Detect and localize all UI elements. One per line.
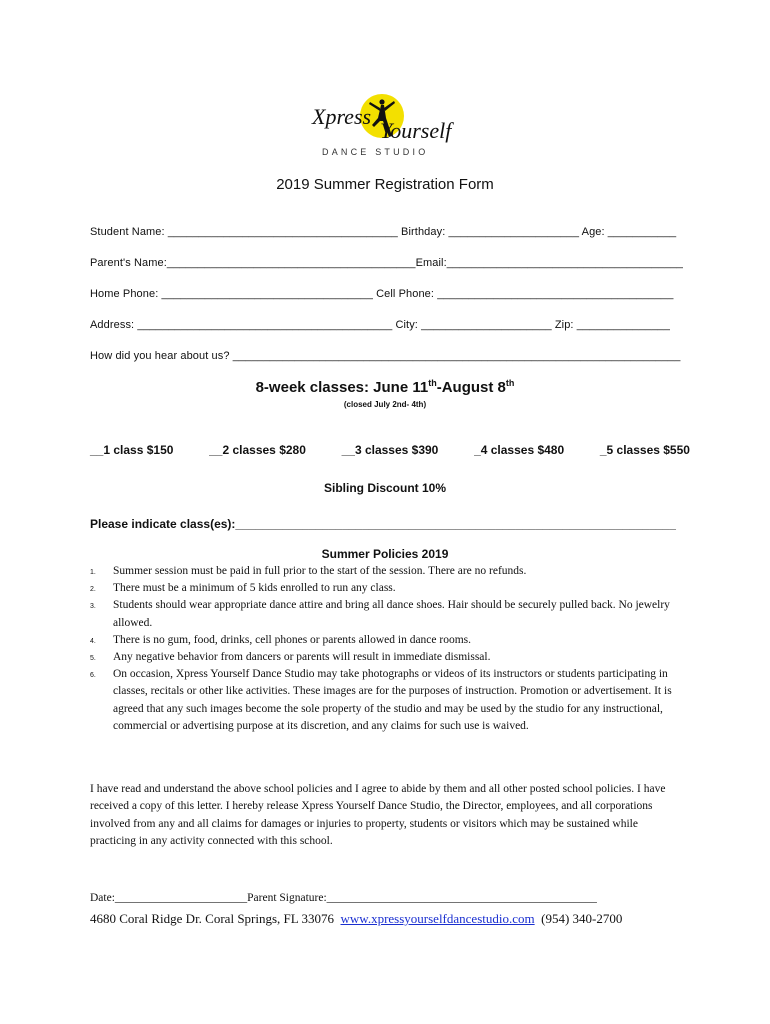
- footer-address: 4680 Coral Ridge Dr. Coral Springs, FL 33076: [90, 911, 341, 926]
- website-link[interactable]: www.xpressyourselfdancestudio.com: [340, 911, 535, 926]
- heading-sup-a: th: [428, 378, 437, 388]
- footer-phone: (954) 340-2700: [534, 911, 623, 926]
- referral-line[interactable]: How did you hear about us? ________________________________________________________________________: [90, 350, 681, 362]
- footer-contact: [90, 911, 622, 927]
- closed-dates-note: (closed July 2nd- 4th): [343, 400, 427, 409]
- logo-text-bottom: Yourself: [380, 118, 452, 143]
- heading-text-b: -August 8: [436, 379, 506, 396]
- indicate-classes-line[interactable]: Please indicate class(es):__________________________________________________________________: [90, 517, 676, 531]
- heading-text-a: 8-week classes: June 11: [255, 379, 429, 396]
- studio-logo: [300, 94, 470, 160]
- policy-item: 3. Students should wear appropriate dance attire and bring all dance shoes. Hair should be securely pulled back. No jewelry allowed.: [90, 599, 670, 629]
- policy-item: 1. Summer session must be paid in full prior to the start of the session. There are no refunds.: [90, 565, 527, 577]
- price-option-3[interactable]: __3 classes $390: [341, 443, 439, 457]
- form-title: 2019 Summer Registration Form: [276, 176, 494, 193]
- logo-subtitle: DANCE STUDIO: [322, 147, 429, 157]
- signature-line[interactable]: Date:_______________________Parent Signature:_______________________________________________: [90, 892, 597, 904]
- sibling-discount: Sibling Discount 10%: [323, 481, 446, 495]
- phone-line[interactable]: Home Phone: __________________________________ Cell Phone: ______________________________________: [90, 288, 674, 300]
- policies-title: Summer Policies 2019: [321, 547, 449, 561]
- policy-item: 6. On occasion, Xpress Yourself Dance Studio may take photographs or videos of its instructors or students participating in classes, recitals or other like activities. These images are for the purposes of instruction. Promotion or advertisement. It is agreed that any such images become the sole property of the studio and may be used by the studio for any instructional, commercial or advertising purpose at its discretion, and any claims for such use is waived.: [90, 668, 672, 732]
- price-option-2[interactable]: __2 classes $280: [209, 443, 306, 457]
- policies-list: [90, 563, 680, 735]
- address-line[interactable]: Address: _________________________________________ City: _____________________ Zip: _______________: [90, 319, 670, 331]
- policy-item: 4. There is no gum, food, drinks, cell phones or parents allowed in dance rooms.: [90, 633, 472, 646]
- policy-item: 2. There must be a minimum of 5 kids enrolled to run any class.: [90, 582, 396, 595]
- logo-text-top: Xpress: [312, 104, 372, 129]
- price-option-5[interactable]: _5 classes $550: [599, 443, 690, 457]
- class-price-options: [90, 443, 690, 457]
- student-info-line[interactable]: Student Name: _____________________________________ Birthday: _____________________ Age: ___________: [90, 226, 677, 238]
- classes-heading: [0, 378, 770, 396]
- price-option-4[interactable]: _4 classes $480: [474, 443, 565, 457]
- heading-sup-b: th: [505, 378, 515, 388]
- parent-email-line[interactable]: Parent's Name:________________________________________Email:______________________________________: [90, 257, 684, 269]
- policy-item: 5. Any negative behavior from dancers or parents will result in immediate dismissal.: [90, 651, 491, 664]
- agreement-paragraph: I have read and understand the above school policies and I agree to abide by them and all other posted school policies. I have received a copy of this letter. I hereby release Xpress Yourself Dance Studio, the Director, employees, and all corporations involved from any and all claims for damages or injuries to property, students or visitors which may be sustained while practicing in any activity connected with this school.: [90, 783, 666, 847]
- price-option-1[interactable]: __1 class $150: [90, 443, 174, 457]
